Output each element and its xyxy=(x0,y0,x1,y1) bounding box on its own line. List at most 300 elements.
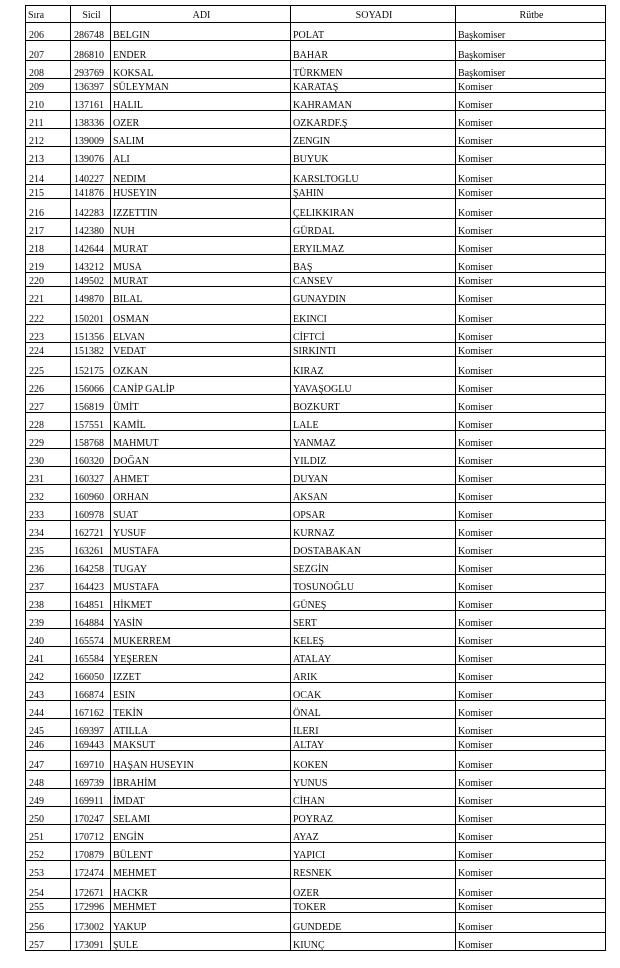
cell-sira xyxy=(26,899,71,913)
cell-sicil xyxy=(71,861,111,879)
cell-text: Komiser xyxy=(458,491,493,503)
cell-sira xyxy=(26,431,71,449)
cell-text: Komiser xyxy=(458,331,493,343)
cell-text: ENDER xyxy=(113,49,147,61)
cell-text: 225 xyxy=(29,365,44,377)
cell-rutbe xyxy=(456,343,606,357)
cell-text: Komiser xyxy=(458,581,493,593)
cell-text: 216 xyxy=(29,207,44,219)
cell-rutbe xyxy=(456,843,606,861)
cell-text: 226 xyxy=(29,383,44,395)
cell-soyadi xyxy=(291,343,456,357)
cell-adi xyxy=(111,485,291,503)
cell-text: BILAL xyxy=(113,293,143,305)
cell-sira xyxy=(26,305,71,325)
cell-text: 172474 xyxy=(74,867,104,879)
cell-sira xyxy=(26,701,71,719)
cell-text: ŞAHIN xyxy=(293,187,324,199)
table-row xyxy=(26,147,606,165)
cell-text: Komiser xyxy=(458,365,493,377)
cell-text: TOSUNOĞLU xyxy=(293,581,354,593)
cell-sira xyxy=(26,93,71,111)
cell-text: Komiser xyxy=(458,401,493,413)
cell-text: Komiser xyxy=(458,777,493,789)
cell-rutbe xyxy=(456,629,606,647)
cell-adi xyxy=(111,377,291,395)
table-row xyxy=(26,111,606,129)
cell-text: 149502 xyxy=(74,275,104,287)
cell-soyadi xyxy=(291,287,456,305)
cell-text: 224 xyxy=(29,345,44,357)
cell-text: Komiser xyxy=(458,849,493,861)
cell-text: 150201 xyxy=(74,313,104,325)
cell-text: 244 xyxy=(29,707,44,719)
cell-rutbe xyxy=(456,273,606,287)
cell-text: DOĞAN xyxy=(113,455,150,467)
cell-rutbe xyxy=(456,771,606,789)
cell-sicil xyxy=(71,61,111,79)
cell-text: Komiser xyxy=(458,939,493,951)
cell-text: 286810 xyxy=(74,49,104,61)
cell-text: 152175 xyxy=(74,365,104,377)
cell-text: CİHAN xyxy=(293,795,325,807)
personnel-roster-table xyxy=(25,5,606,951)
cell-sicil xyxy=(71,647,111,665)
table-row xyxy=(26,377,606,395)
cell-text: 232 xyxy=(29,491,44,503)
cell-rutbe xyxy=(456,861,606,879)
cell-text: Komiser xyxy=(458,153,493,165)
cell-sicil xyxy=(71,237,111,255)
cell-text: ERYILMAZ xyxy=(293,243,345,255)
cell-text: Komiser xyxy=(458,527,493,539)
cell-text: MUKERREM xyxy=(113,635,171,647)
cell-text: GÜNEŞ xyxy=(293,599,327,611)
column-header-sira: Sıra xyxy=(26,6,71,23)
cell-rutbe xyxy=(456,899,606,913)
table-row xyxy=(26,539,606,557)
table-row xyxy=(26,165,606,185)
cell-text: KOKSAL xyxy=(113,67,154,79)
cell-text: 173091 xyxy=(74,939,104,951)
cell-sicil xyxy=(71,431,111,449)
cell-sira xyxy=(26,147,71,165)
cell-adi xyxy=(111,575,291,593)
table-row xyxy=(26,737,606,751)
cell-text: YILDIZ xyxy=(293,455,327,467)
table-row xyxy=(26,357,606,377)
cell-text: KIUNÇ xyxy=(293,939,325,951)
cell-text: Komiser xyxy=(458,261,493,273)
cell-sicil xyxy=(71,521,111,539)
cell-text: OZER xyxy=(293,887,320,899)
cell-text: ATALAY xyxy=(293,653,332,665)
cell-text: 149870 xyxy=(74,293,104,305)
cell-adi xyxy=(111,861,291,879)
cell-text: Komiser xyxy=(458,99,493,111)
cell-text: 236 xyxy=(29,563,44,575)
cell-soyadi xyxy=(291,521,456,539)
cell-text: 238 xyxy=(29,599,44,611)
cell-sira xyxy=(26,61,71,79)
cell-adi xyxy=(111,701,291,719)
cell-text: 237 xyxy=(29,581,44,593)
cell-rutbe xyxy=(456,647,606,665)
cell-text: 242 xyxy=(29,671,44,683)
cell-text: NEDIM xyxy=(113,173,146,185)
cell-text: 233 xyxy=(29,509,44,521)
cell-soyadi xyxy=(291,737,456,751)
cell-adi xyxy=(111,557,291,575)
column-header-sicil: Sicil xyxy=(71,6,111,23)
cell-text: IZZET xyxy=(113,671,141,683)
cell-text: 160320 xyxy=(74,455,104,467)
cell-sira xyxy=(26,719,71,737)
cell-sira xyxy=(26,377,71,395)
cell-adi xyxy=(111,61,291,79)
cell-sicil xyxy=(71,503,111,521)
cell-sicil xyxy=(71,933,111,951)
cell-rutbe xyxy=(456,593,606,611)
cell-sicil xyxy=(71,825,111,843)
cell-adi xyxy=(111,467,291,485)
cell-sicil xyxy=(71,807,111,825)
cell-text: 156819 xyxy=(74,401,104,413)
cell-adi xyxy=(111,93,291,111)
cell-rutbe xyxy=(456,751,606,771)
cell-text: OZKARDF.Ş xyxy=(293,117,348,129)
cell-text: 218 xyxy=(29,243,44,255)
cell-sira xyxy=(26,557,71,575)
cell-text: MEHMET xyxy=(113,867,157,879)
cell-sira xyxy=(26,807,71,825)
cell-soyadi xyxy=(291,93,456,111)
cell-text: Komiser xyxy=(458,225,493,237)
cell-soyadi xyxy=(291,377,456,395)
cell-sicil xyxy=(71,93,111,111)
table-row xyxy=(26,593,606,611)
cell-soyadi xyxy=(291,357,456,377)
cell-sicil xyxy=(71,771,111,789)
cell-sira xyxy=(26,413,71,431)
cell-text: MEHMET xyxy=(113,901,157,913)
cell-sira xyxy=(26,395,71,413)
table-row xyxy=(26,521,606,539)
cell-sira xyxy=(26,357,71,377)
cell-text: Komiser xyxy=(458,419,493,431)
cell-text: ATILLA xyxy=(113,725,148,737)
cell-text: 151356 xyxy=(74,331,104,343)
cell-adi xyxy=(111,111,291,129)
cell-text: 228 xyxy=(29,419,44,431)
cell-soyadi xyxy=(291,165,456,185)
cell-sira xyxy=(26,771,71,789)
cell-adi xyxy=(111,843,291,861)
cell-text: HACKR xyxy=(113,887,149,899)
cell-adi xyxy=(111,751,291,771)
cell-text: 248 xyxy=(29,777,44,789)
cell-sicil xyxy=(71,111,111,129)
cell-rutbe xyxy=(456,79,606,93)
cell-sira xyxy=(26,843,71,861)
cell-text: 169710 xyxy=(74,759,104,771)
cell-rutbe xyxy=(456,165,606,185)
table-row xyxy=(26,41,606,61)
cell-text: Başkomiser xyxy=(458,29,506,41)
cell-rutbe xyxy=(456,357,606,377)
cell-soyadi xyxy=(291,683,456,701)
cell-soyadi xyxy=(291,111,456,129)
cell-sira xyxy=(26,521,71,539)
cell-text: 158768 xyxy=(74,437,104,449)
cell-sicil xyxy=(71,629,111,647)
cell-adi xyxy=(111,219,291,237)
cell-text: KARATAŞ xyxy=(293,81,339,93)
cell-text: 167162 xyxy=(74,707,104,719)
cell-text: KAHRAMAN xyxy=(293,99,352,111)
cell-soyadi xyxy=(291,611,456,629)
cell-text: 217 xyxy=(29,225,44,237)
cell-text: AHMET xyxy=(113,473,149,485)
cell-sira xyxy=(26,23,71,41)
cell-sira xyxy=(26,111,71,129)
cell-sira xyxy=(26,913,71,933)
table-row xyxy=(26,861,606,879)
cell-text: YANMAZ xyxy=(293,437,336,449)
cell-text: 251 xyxy=(29,831,44,843)
cell-sicil xyxy=(71,879,111,899)
table-row xyxy=(26,467,606,485)
cell-text: HAŞAN HUSEYIN xyxy=(113,759,194,771)
cell-text: POYRAZ xyxy=(293,813,334,825)
cell-text: OZKAN xyxy=(113,365,148,377)
cell-rutbe xyxy=(456,467,606,485)
cell-sira xyxy=(26,129,71,147)
cell-text: 245 xyxy=(29,725,44,737)
cell-sira xyxy=(26,751,71,771)
cell-text: BAŞ xyxy=(293,261,313,273)
cell-rutbe xyxy=(456,521,606,539)
cell-text: SUAT xyxy=(113,509,139,521)
table-row xyxy=(26,395,606,413)
cell-text: ALTAY xyxy=(293,739,325,751)
cell-soyadi xyxy=(291,879,456,899)
cell-adi xyxy=(111,199,291,219)
table-row xyxy=(26,93,606,111)
cell-text: MUSTAFA xyxy=(113,545,160,557)
cell-text: Komiser xyxy=(458,689,493,701)
cell-soyadi xyxy=(291,413,456,431)
cell-sira xyxy=(26,255,71,273)
cell-soyadi xyxy=(291,467,456,485)
cell-rutbe xyxy=(456,933,606,951)
cell-adi xyxy=(111,255,291,273)
cell-text: Komiser xyxy=(458,437,493,449)
cell-text: HİKMET xyxy=(113,599,152,611)
table-row xyxy=(26,485,606,503)
cell-soyadi xyxy=(291,933,456,951)
table-row xyxy=(26,899,606,913)
cell-adi xyxy=(111,539,291,557)
cell-sira xyxy=(26,789,71,807)
cell-text: 235 xyxy=(29,545,44,557)
cell-sira xyxy=(26,683,71,701)
cell-sicil xyxy=(71,23,111,41)
cell-sicil xyxy=(71,557,111,575)
cell-text: 165584 xyxy=(74,653,104,665)
cell-rutbe xyxy=(456,255,606,273)
cell-sira xyxy=(26,861,71,879)
cell-adi xyxy=(111,629,291,647)
cell-rutbe xyxy=(456,413,606,431)
cell-text: Komiser xyxy=(458,813,493,825)
cell-text: 255 xyxy=(29,901,44,913)
table-row xyxy=(26,557,606,575)
cell-text: 256 xyxy=(29,921,44,933)
cell-text: ARIK xyxy=(293,671,318,683)
cell-text: Komiser xyxy=(458,707,493,719)
cell-soyadi xyxy=(291,485,456,503)
table-row xyxy=(26,413,606,431)
cell-sira xyxy=(26,575,71,593)
cell-text: Komiser xyxy=(458,345,493,357)
cell-text: 206 xyxy=(29,29,44,41)
cell-text: 211 xyxy=(29,117,44,129)
cell-adi xyxy=(111,593,291,611)
cell-text: 157551 xyxy=(74,419,104,431)
cell-adi xyxy=(111,521,291,539)
cell-text: İMDAT xyxy=(113,795,145,807)
cell-text: 209 xyxy=(29,81,44,93)
cell-adi xyxy=(111,165,291,185)
cell-text: 247 xyxy=(29,759,44,771)
cell-rutbe xyxy=(456,129,606,147)
table-row xyxy=(26,23,606,41)
cell-text: 139076 xyxy=(74,153,104,165)
cell-sira xyxy=(26,467,71,485)
cell-rutbe xyxy=(456,825,606,843)
cell-rutbe xyxy=(456,737,606,751)
cell-text: ILERI xyxy=(293,725,319,737)
cell-soyadi xyxy=(291,41,456,61)
cell-adi xyxy=(111,185,291,199)
cell-sicil xyxy=(71,219,111,237)
cell-soyadi xyxy=(291,771,456,789)
cell-sicil xyxy=(71,395,111,413)
cell-sicil xyxy=(71,449,111,467)
cell-text: Başkomiser xyxy=(458,67,506,79)
cell-soyadi xyxy=(291,575,456,593)
cell-text: 142644 xyxy=(74,243,104,255)
cell-text: Komiser xyxy=(458,473,493,485)
cell-sira xyxy=(26,449,71,467)
cell-text: 138336 xyxy=(74,117,104,129)
cell-text: 252 xyxy=(29,849,44,861)
cell-text: OCAK xyxy=(293,689,322,701)
cell-text: MAKSUT xyxy=(113,739,156,751)
cell-text: 160978 xyxy=(74,509,104,521)
cell-text: HUSEYIN xyxy=(113,187,157,199)
cell-adi xyxy=(111,449,291,467)
cell-text: 164884 xyxy=(74,617,104,629)
cell-text: Komiser xyxy=(458,653,493,665)
cell-rutbe xyxy=(456,575,606,593)
cell-adi xyxy=(111,503,291,521)
table-row xyxy=(26,237,606,255)
cell-soyadi xyxy=(291,219,456,237)
cell-text: ÇELIKKIRAN xyxy=(293,207,355,219)
cell-text: 169443 xyxy=(74,739,104,751)
table-row xyxy=(26,273,606,287)
cell-soyadi xyxy=(291,593,456,611)
cell-sicil xyxy=(71,79,111,93)
cell-text: 164423 xyxy=(74,581,104,593)
table-row xyxy=(26,219,606,237)
cell-text: GUNAYDIN xyxy=(293,293,346,305)
cell-text: SERT xyxy=(293,617,317,629)
cell-rutbe xyxy=(456,701,606,719)
cell-text: Komiser xyxy=(458,383,493,395)
cell-adi xyxy=(111,357,291,377)
cell-text: 223 xyxy=(29,331,44,343)
cell-text: 219 xyxy=(29,261,44,273)
cell-text: KIRAZ xyxy=(293,365,324,377)
cell-adi xyxy=(111,737,291,751)
header-row xyxy=(26,6,606,23)
cell-sicil xyxy=(71,41,111,61)
cell-text: 293769 xyxy=(74,67,104,79)
cell-text: 142283 xyxy=(74,207,104,219)
cell-rutbe xyxy=(456,665,606,683)
cell-rutbe xyxy=(456,879,606,899)
table-row xyxy=(26,719,606,737)
table-row xyxy=(26,185,606,199)
column-header-adi: ADI xyxy=(111,6,291,23)
cell-soyadi xyxy=(291,899,456,913)
cell-text: 166050 xyxy=(74,671,104,683)
cell-soyadi xyxy=(291,701,456,719)
cell-text: 234 xyxy=(29,527,44,539)
cell-text: 137161 xyxy=(74,99,104,111)
cell-text: 160327 xyxy=(74,473,104,485)
cell-text: 169739 xyxy=(74,777,104,789)
cell-text: 164258 xyxy=(74,563,104,575)
cell-sicil xyxy=(71,843,111,861)
table-row xyxy=(26,751,606,771)
cell-sicil xyxy=(71,913,111,933)
cell-sicil xyxy=(71,343,111,357)
cell-soyadi xyxy=(291,843,456,861)
cell-text: 220 xyxy=(29,275,44,287)
cell-text: 212 xyxy=(29,135,44,147)
cell-text: 163261 xyxy=(74,545,104,557)
cell-text: Komiser xyxy=(458,275,493,287)
cell-text: 207 xyxy=(29,49,44,61)
cell-adi xyxy=(111,899,291,913)
cell-adi xyxy=(111,431,291,449)
cell-adi xyxy=(111,23,291,41)
cell-sira xyxy=(26,933,71,951)
cell-sira xyxy=(26,737,71,751)
cell-text: 165574 xyxy=(74,635,104,647)
cell-adi xyxy=(111,913,291,933)
cell-text: Komiser xyxy=(458,739,493,751)
cell-sira xyxy=(26,165,71,185)
cell-text: Başkomiser xyxy=(458,49,506,61)
cell-rutbe xyxy=(456,485,606,503)
cell-sicil xyxy=(71,357,111,377)
cell-text: 172671 xyxy=(74,887,104,899)
